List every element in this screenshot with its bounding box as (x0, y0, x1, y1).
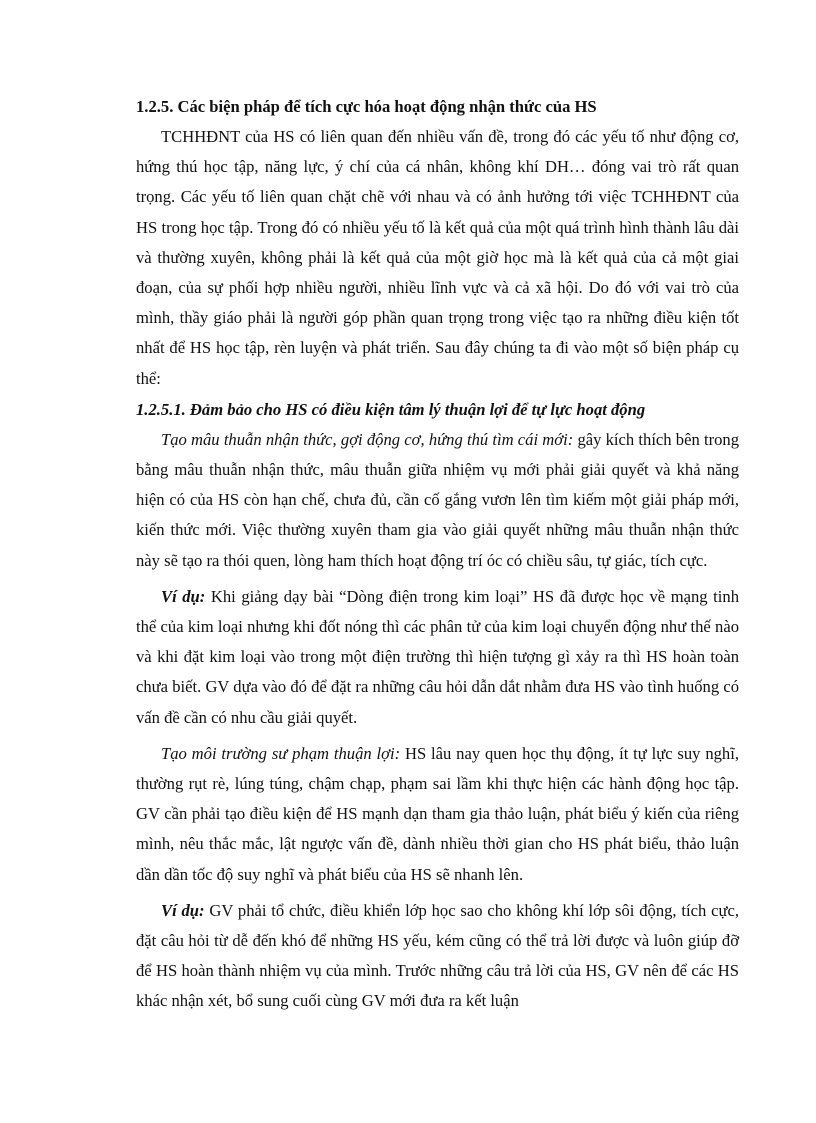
section-heading: 1.2.5. Các biện pháp để tích cực hóa hoạt động nhận thức của HS (136, 97, 597, 116)
subsection-heading: 1.2.5.1. Đảm bảo cho HS có điều kiện tâm lý thuận lợi để tự lực hoạt động (136, 399, 646, 419)
paragraph-body: HS lâu nay quen học thụ động, ít tự lực suy nghĩ, thường rụt rè, lúng túng, chậm chạp, phạm sai lầm khi thực hiện các hành động học tập. GV cần phải tạo điều kiện để HS mạnh dạn tham gia thảo luận, phát biểu ý kiến của riêng mình, nêu thắc mắc, lật ngược vấn đề, dành nhiều thời gian cho HS phát biểu, thảo luận dần dần tốc độ suy nghĩ và phát biểu của HS sẽ nhanh lên. (136, 743, 739, 884)
paragraph-example-1 (136, 582, 739, 733)
paragraph-example-2 (136, 896, 739, 1017)
paragraph-body: Khi giảng dạy bài “Dòng điện trong kim loại” HS đã được học về mạng tinh thể của kim loại nhưng khi đốt nóng thì các phân tử của kim loại chuyển động như thế nào và khi đặt kim loại vào trong một điện trường thì hiện tượng gì xảy ra thì HS hoàn toàn chưa biết. GV dựa vào đó để đặt ra những câu hỏi dẫn dắt nhằm đưa HS vào tình huống có vấn đề cần có nhu cầu giải quyết. (136, 586, 739, 727)
document-page (136, 92, 739, 1017)
paragraph-contradiction (136, 425, 739, 576)
intro-paragraph: TCHHĐNT của HS có liên quan đến nhiều vấn đề, trong đó các yếu tố như động cơ, hứng thú học tập, năng lực, ý chí của cá nhân, không khí DH… đóng vai trò rất quan trọng. Các yếu tố liên quan chặt chẽ với nhau và có ảnh hưởng tới việc TCHHĐNT của HS trong học tập. Trong đó có nhiều yếu tố là kết quả của một quá trình hình thành lâu dài và thường xuyên, không phải là kết quả của một giờ học mà là kết quả của cả một giai đoạn, của sự phối hợp nhiều người, nhiều lĩnh vực và cả xã hội. Do đó với vai trò của mình, thầy giáo phải là người góp phần quan trọng trong việc tạo ra những điều kiện tốt nhất để HS học tập, rèn luyện và phát triển. Sau đây chúng ta đi vào một số biện pháp cụ thể: (136, 127, 739, 388)
paragraph-body: GV phải tổ chức, điều khiển lớp học sao cho không khí lớp sôi động, tích cực, đặt câu hỏi từ dễ đến khó để những HS yếu, kém cũng có thể trả lời được và luôn giúp đỡ để HS hoàn thành nhiệm vụ của mình. Trước những câu trả lời của HS, GV nên để các HS khác nhận xét, bổ sung cuối cùng GV mới đưa ra kết luận (136, 900, 739, 1011)
paragraph-environment (136, 739, 739, 890)
paragraph-lead: Tạo môi trường sư phạm thuận lợi: (161, 743, 401, 763)
example-lead: Ví dụ: (161, 586, 206, 606)
paragraph-body: gây kích thích bên trong bằng mâu thuẫn nhận thức, mâu thuẫn giữa nhiệm vụ mới phải giải quyết và khả năng hiện có của HS còn hạn chế, chưa đủ, cần cố gắng vươn lên tìm kiếm một giải pháp mới, kiến thức mới. Việc thường xuyên tham gia vào giải quyết những mâu thuẫn nhận thức này sẽ tạo ra thói quen, lòng ham thích hoạt động trí óc có chiều sâu, tự giác, tích cực. (136, 429, 739, 570)
paragraph-lead: Tạo mâu thuẫn nhận thức, gợi động cơ, hứng thú tìm cái mới: (161, 429, 574, 449)
example-lead: Ví dụ: (161, 900, 205, 920)
